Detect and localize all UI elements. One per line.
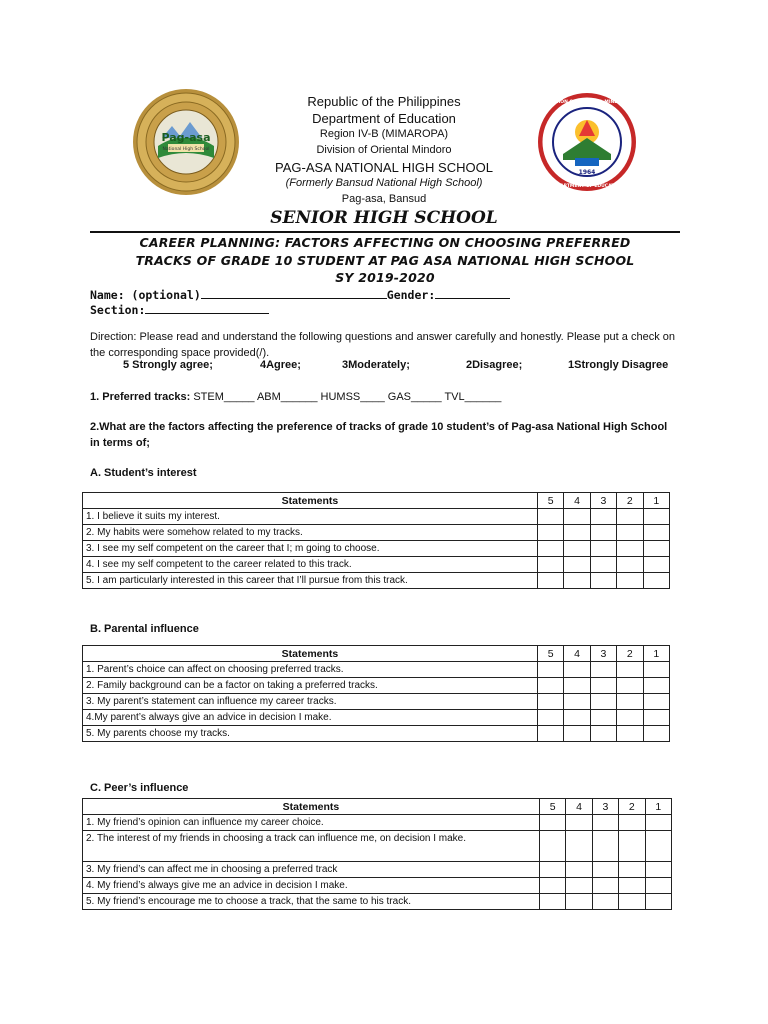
check-cell[interactable] [643,573,669,589]
scale-header: 4 [564,646,590,662]
check-cell[interactable] [564,525,590,541]
statements-header: Statements [83,799,540,815]
section-c-title: C. Peer’s influence [90,782,189,794]
svg-text:1964: 1964 [578,169,596,176]
statement: 5. I am particularly interested in this career that I’ll pursue from this track. [83,573,538,589]
check-cell[interactable] [539,831,565,862]
check-cell[interactable] [645,894,671,910]
check-cell[interactable] [566,831,592,862]
table-row [83,815,672,831]
statement: 4. My friend’s always give me an advice in decision I make. [83,878,540,894]
scale-4: 4Agree; [260,359,301,371]
gender-field[interactable] [435,287,510,299]
check-cell[interactable] [590,525,616,541]
statement: 5. My friend’s encourage me to choose a track, that the same to his track. [83,894,540,910]
table-row [83,525,670,541]
scale-header: 1 [645,799,671,815]
check-cell[interactable] [537,710,563,726]
check-cell[interactable] [619,894,645,910]
scale-header: 3 [590,493,616,509]
statement: 2. My habits were somehow related to my tracks. [83,525,538,541]
check-cell[interactable] [590,541,616,557]
check-cell[interactable] [539,815,565,831]
header-school-name: PAG-ASA NATIONAL HIGH SCHOOL [275,160,493,175]
check-cell[interactable] [590,573,616,589]
scale-2: 2Disagree; [466,359,523,371]
check-cell[interactable] [643,694,669,710]
check-cell[interactable] [564,726,590,742]
survey-title-line-2: TRACKS OF GRADE 10 STUDENT AT PAG ASA NATIONAL HIGH SCHOOL [135,253,635,268]
table-row [83,678,670,694]
scale-header: 5 [539,799,565,815]
header-address: Pag-asa, Bansud [341,193,427,205]
check-cell[interactable] [645,862,671,878]
check-cell[interactable] [564,509,590,525]
check-cell[interactable] [590,726,616,742]
check-cell[interactable] [617,694,643,710]
check-cell[interactable] [537,662,563,678]
check-cell[interactable] [643,710,669,726]
check-cell[interactable] [590,662,616,678]
scale-header: 1 [643,493,669,509]
check-cell[interactable] [564,662,590,678]
check-cell[interactable] [592,815,618,831]
check-cell[interactable] [643,678,669,694]
statements-header: Statements [83,646,538,662]
section-b-table [82,645,670,742]
check-cell[interactable] [590,557,616,573]
check-cell[interactable] [643,509,669,525]
check-cell[interactable] [617,525,643,541]
scale-header: 2 [619,799,645,815]
scale-header: 5 [537,493,563,509]
header-division: Division of Oriental Mindoro [316,144,452,156]
check-cell[interactable] [619,862,645,878]
check-cell[interactable] [537,557,563,573]
track-options[interactable]: STEM_____ ABM______ HUMSS____ GAS_____ TVL______ [193,391,502,403]
section-field[interactable] [145,302,269,314]
check-cell[interactable] [590,509,616,525]
table-row [83,862,672,878]
statement: 2. The interest of my friends in choosing a track can influence me, on decision I make. [83,831,540,862]
statement: 1. Parent’s choice can affect on choosing preferred tracks. [83,662,538,678]
header-formerly: (Formerly Bansud National High School) [285,177,483,189]
check-cell[interactable] [619,878,645,894]
check-cell[interactable] [645,878,671,894]
check-cell[interactable] [645,815,671,831]
divider [90,231,680,233]
check-cell[interactable] [564,710,590,726]
question-1 [90,389,501,405]
scale-header: 3 [592,799,618,815]
name-field[interactable] [201,287,387,299]
scale-1: 1Strongly Disagree [568,359,669,371]
check-cell[interactable] [539,878,565,894]
check-cell[interactable] [643,557,669,573]
scale-5: 5 Strongly agree; [123,359,213,371]
check-cell[interactable] [564,557,590,573]
check-cell[interactable] [590,710,616,726]
check-cell[interactable] [564,573,590,589]
check-cell[interactable] [566,862,592,878]
gender-label: Gender: [386,288,436,302]
statement: 3. My friend’s can affect me in choosing a preferred track [83,862,540,878]
section-row [90,302,269,317]
table-row [83,831,672,862]
statement: 1. My friend’s opinion can influence my career choice. [83,815,540,831]
name-gender-row [90,287,510,302]
svg-text:DEPARTMENT OF EDUCATION: DEPARTMENT OF EDUCATION [550,184,624,189]
statement: 4. I see my self competent to the career related to this track. [83,557,538,573]
svg-text:DIVISION OF ORIENTAL MINDORO: DIVISION OF ORIENTAL MINDORO [544,100,630,105]
name-label: Name: (optional) [90,288,201,302]
check-cell[interactable] [643,662,669,678]
check-cell[interactable] [590,678,616,694]
header-region: Region IV-B (MIMAROPA) [319,128,449,140]
statement: 3. My parent’s statement can influence my career tracks. [83,694,538,710]
table-row [83,726,670,742]
check-cell[interactable] [537,525,563,541]
check-cell[interactable] [617,726,643,742]
header-department: Department of Education [312,111,456,126]
section-a-title: A. Student’s interest [90,467,197,479]
table-row [83,878,672,894]
survey-title-line-1: CAREER PLANNING: FACTORS AFFECTING ON CHOOSING PREFERRED [139,235,631,250]
check-cell[interactable] [592,831,618,862]
statement: 2. Family background can be a factor on taking a preferred tracks. [83,678,538,694]
table-row [83,541,670,557]
check-cell[interactable] [617,710,643,726]
statement: 4.My parent’s always give an advice in decision I make. [83,710,538,726]
check-cell[interactable] [537,726,563,742]
check-cell[interactable] [537,509,563,525]
check-cell[interactable] [537,678,563,694]
section-b-title: B. Parental influence [90,623,199,635]
section-a-table [82,492,670,589]
check-cell[interactable] [617,509,643,525]
check-cell[interactable] [643,541,669,557]
table-row [83,557,670,573]
scale-header: 4 [564,493,590,509]
check-cell[interactable] [564,678,590,694]
header-senior-high: SENIOR HIGH SCHOOL [270,208,498,228]
check-cell[interactable] [617,573,643,589]
check-cell[interactable] [645,831,671,862]
check-cell[interactable] [539,894,565,910]
check-cell[interactable] [643,726,669,742]
table-row [83,894,672,910]
statement: 1. I believe it suits my interest. [83,509,538,525]
question-2: 2.What are the factors affecting the preference of tracks of grade 10 student’s of Pag-asa National High School in terms of; [90,421,668,449]
scale-header: 1 [643,646,669,662]
check-cell[interactable] [564,541,590,557]
check-cell[interactable] [643,525,669,541]
statement: 3. I see my self competent on the career that I; m going to choose. [83,541,538,557]
check-cell[interactable] [590,694,616,710]
check-cell[interactable] [564,694,590,710]
check-cell[interactable] [617,678,643,694]
check-cell[interactable] [537,694,563,710]
check-cell[interactable] [537,573,563,589]
section-label: Section: [90,303,146,317]
direction-text: Direction: Please read and understand the following questions and answer carefully and honestly. Please put a check on the corresponding space provided(/). [90,331,675,359]
header-republic: Republic of the Philippines [307,94,461,109]
check-cell[interactable] [592,878,618,894]
survey-title-line-3: SY 2019-2020 [335,270,435,285]
check-cell[interactable] [566,815,592,831]
check-cell[interactable] [617,541,643,557]
svg-text:Pag-asa: Pag-asa [161,131,211,144]
table-row [83,662,670,678]
table-row [83,710,670,726]
check-cell[interactable] [566,878,592,894]
check-cell[interactable] [592,862,618,878]
table-row [83,694,670,710]
svg-text:National High School: National High School [162,147,210,152]
scale-header: 2 [617,646,643,662]
check-cell[interactable] [619,831,645,862]
table-row [83,573,670,589]
check-cell[interactable] [539,862,565,878]
scale-3: 3Moderately; [342,359,410,371]
check-cell[interactable] [537,541,563,557]
check-cell[interactable] [566,894,592,910]
check-cell[interactable] [617,557,643,573]
check-cell[interactable] [619,815,645,831]
scale-header: 5 [537,646,563,662]
table-row [83,509,670,525]
scale-header: 2 [617,493,643,509]
check-cell[interactable] [617,662,643,678]
statement: 5. My parents choose my tracks. [83,726,538,742]
section-c-table [82,798,672,910]
check-cell[interactable] [592,894,618,910]
scale-header: 4 [566,799,592,815]
question-1-label: 1. Preferred tracks: [90,391,191,403]
scale-header: 3 [590,646,616,662]
statements-header: Statements [83,493,538,509]
